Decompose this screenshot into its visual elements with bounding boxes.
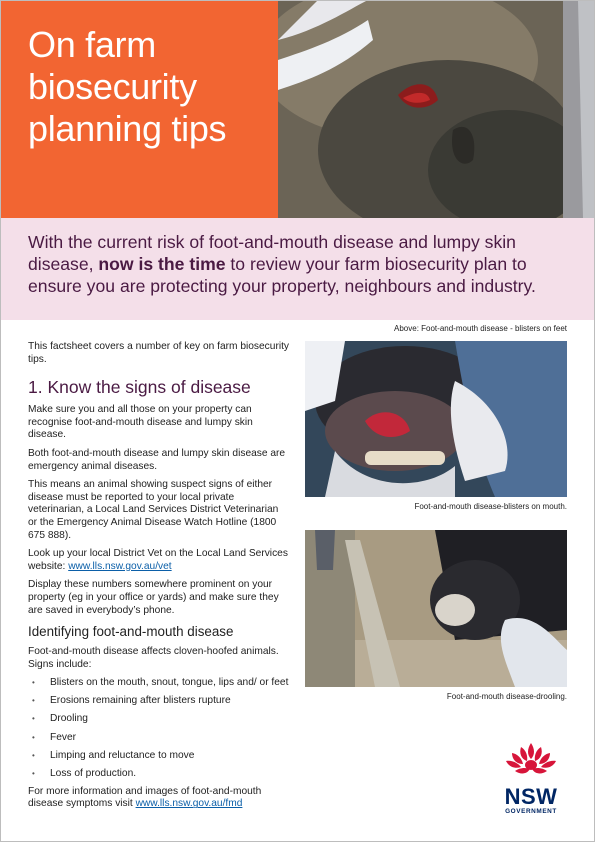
fmd-link[interactable]: www.lls.nsw.gov.au/fmd	[135, 798, 243, 810]
intro-band	[0, 218, 595, 320]
mouth-image	[305, 341, 567, 497]
waratah-icon	[501, 741, 561, 781]
header	[0, 0, 595, 218]
paragraph-vet-lookup: Look up your local District Vet on the Local Land Services website: www.lls.nsw.gov.au/vet	[28, 548, 288, 572]
photo-mouth-blisters	[305, 341, 567, 497]
title-line-2: biosecurity	[28, 66, 197, 107]
title-line-3: planning tips	[28, 108, 227, 149]
drooling-image	[305, 530, 567, 687]
list-item: • Drooling	[28, 713, 290, 726]
logo-subtext: GOVERNMENT	[505, 808, 557, 815]
logo-wordmark: NSW	[504, 784, 558, 809]
list-item: • Erosions remaining after blisters rupture	[28, 695, 290, 708]
body-column	[28, 341, 290, 817]
paragraph-emergency: Both foot-and-mouth disease and lumpy skin disease are emergency animal diseases.	[28, 447, 286, 472]
paragraph-recognise: Make sure you and all those on your property can recognise foot-and-mouth disease and lumpy skin disease.	[28, 404, 253, 441]
lead-paragraph: This factsheet covers a number of key on farm biosecurity tips.	[28, 341, 290, 365]
caption-mouth: Foot-and-mouth disease-blisters on mouth.	[414, 502, 567, 511]
list-item: • Limping and reluctance to move	[28, 750, 290, 763]
caption-drooling: Foot-and-mouth disease-drooling.	[446, 692, 567, 701]
list-item: • Fever	[28, 732, 290, 745]
title-line-1: On farm	[28, 24, 156, 65]
intro-text: With the current risk of foot-and-mouth disease and lumpy skin disease, now is the time to review your farm biosecurity plan to ensure you are protecting your property, neighbours and industry.	[28, 232, 536, 296]
paragraph-report: This means an animal showing suspect signs of either disease must be reported to your local private veterinarian, a Local Land Services District Veterinarian or the Emergency Animal Disease Watch Hotline (1800 675 888).	[28, 479, 279, 541]
signs-list	[28, 677, 290, 780]
section-heading-know-signs: 1. Know the signs of disease	[28, 377, 251, 398]
hoof-image	[278, 0, 595, 218]
subheading-identifying-fmd: Identifying foot-and-mouth disease	[28, 624, 234, 640]
paragraph-more-info: For more information and images of foot-and-mouth disease symptoms visit www.lls.nsw.gov.au/fmd	[28, 785, 262, 810]
photo-drooling	[305, 530, 567, 687]
title-panel	[0, 0, 278, 218]
list-item: • Loss of production.	[28, 768, 290, 781]
paragraph-display-numbers: Display these numbers somewhere prominent on your property (eg in your office or yards) and make sure they are saved in everybody’s phone.	[28, 579, 279, 616]
vet-link[interactable]: www.lls.nsw.gov.au/vet	[68, 560, 172, 572]
hero-photo-hoof	[278, 0, 595, 218]
nsw-government-logo	[495, 741, 567, 815]
caption-feet: Above: Foot-and-mouth disease - blisters on feet	[394, 324, 567, 333]
list-item: • Blisters on the mouth, snout, tongue, lips and/ or feet	[28, 677, 290, 690]
page-title	[28, 24, 278, 150]
paragraph-signs-intro: Foot-and-mouth disease affects cloven-hoofed animals. Signs include:	[28, 646, 279, 670]
intro-emphasis: now is the time	[98, 254, 226, 274]
